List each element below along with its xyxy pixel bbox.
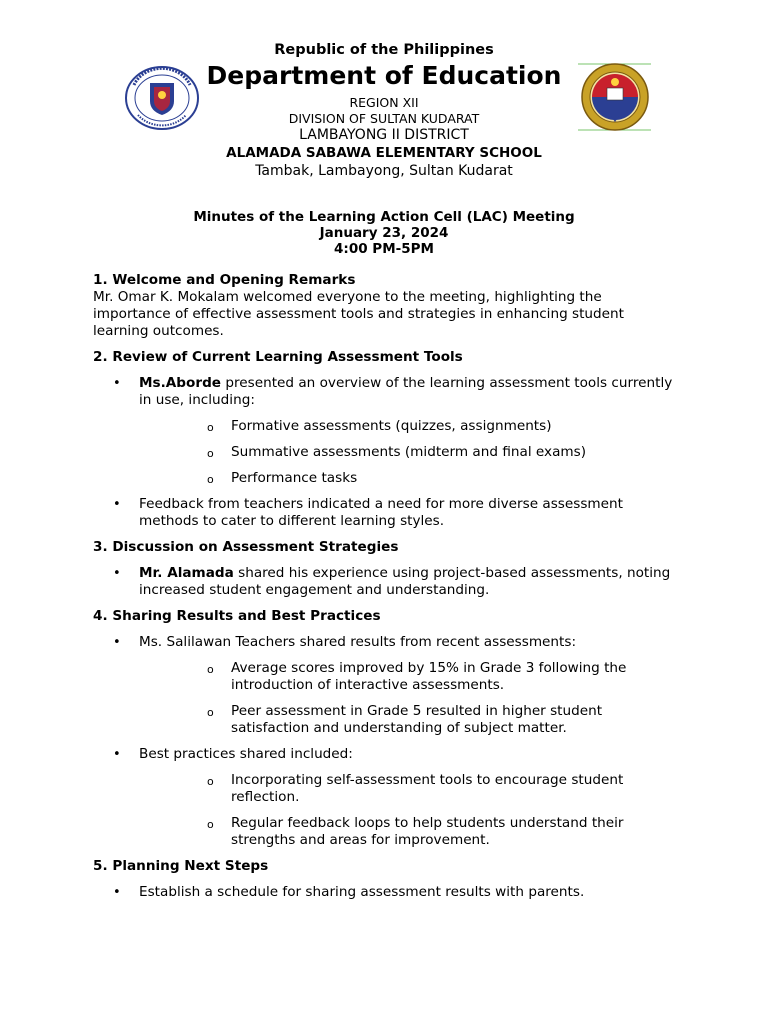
sub-list-item: [139, 470, 683, 487]
sub-item-text: Peer assessment in Grade 5 resulted in higher student satisfaction and understanding of subject matter.: [231, 703, 603, 736]
district-line: LAMBAYONG II DISTRICT: [299, 127, 469, 143]
meeting-time: 4:00 PM-5PM: [334, 241, 434, 257]
speaker-name: Ms.Aborde: [139, 375, 222, 391]
sub-list-item: [139, 444, 683, 461]
list-item-text: Feedback from teachers indicated a need for more diverse assessment methods to cater to different learning styles.: [139, 496, 623, 529]
school-name: ALAMADA SABAWA ELEMENTARY SCHOOL: [226, 145, 542, 161]
list-item-text: shared his experience using project-based assessments, noting increased student engagement and understanding.: [139, 565, 671, 598]
sub-item-text: Formative assessments (quizzes, assignments): [231, 418, 552, 434]
circle-bullet-icon: o: [207, 706, 214, 719]
circle-bullet-icon: o: [207, 818, 214, 831]
title-line: Minutes of the Learning Action Cell (LAC) Meeting: [193, 209, 575, 225]
bullet-list: [93, 884, 683, 901]
school-address: Tambak, Lambayong, Sultan Kudarat: [255, 163, 513, 179]
sub-item-text: Regular feedback loops to help students understand their strengths and areas for improvement.: [231, 815, 624, 848]
section-heading: 4. Sharing Results and Best Practices: [93, 608, 381, 624]
list-item: [93, 565, 683, 599]
sub-list-item: [139, 815, 683, 849]
bullet-list: [93, 634, 683, 849]
list-item: [93, 634, 683, 737]
sub-list: [139, 772, 683, 849]
sub-list: [139, 660, 683, 737]
sub-item-text: Average scores improved by 15% in Grade 3 following the introduction of interactive assessments.: [231, 660, 627, 693]
region-line: REGION XII: [349, 95, 419, 110]
sub-list-item: [139, 772, 683, 806]
sub-list: [139, 418, 683, 487]
list-item: [93, 375, 683, 487]
letterhead: [0, 42, 768, 181]
division-line: DIVISION OF SULTAN KUDARAT: [288, 111, 480, 126]
bullet-icon: •: [113, 885, 121, 900]
sub-item-text: Incorporating self-assessment tools to encourage student reflection.: [231, 772, 624, 805]
republic-line: Republic of the Philippines: [274, 42, 494, 58]
bullet-list: [93, 565, 683, 599]
minutes-body: [93, 272, 683, 901]
circle-bullet-icon: o: [207, 663, 214, 676]
circle-bullet-icon: o: [207, 473, 214, 486]
list-item-text: presented an overview of the learning assessment tools currently in use, including:: [139, 375, 673, 408]
sub-item-text: Summative assessments (midterm and final exams): [231, 444, 587, 460]
speaker-name: Mr. Alamada: [139, 565, 234, 581]
department-name: Department of Education: [206, 61, 562, 90]
circle-bullet-icon: o: [207, 775, 214, 788]
bullet-icon: •: [113, 566, 121, 581]
bullet-icon: •: [113, 497, 121, 512]
list-item-text: Best practices shared included:: [139, 746, 353, 762]
list-item-text: Ms. Salilawan Teachers shared results from recent assessments:: [139, 634, 577, 650]
sub-list-item: [139, 418, 683, 435]
section-heading: 2. Review of Current Learning Assessment Tools: [93, 349, 463, 365]
section-heading: 3. Discussion on Assessment Strategies: [93, 539, 399, 555]
section-paragraph: Mr. Omar K. Mokalam welcomed everyone to the meeting, highlighting the importance of effective assessment tools and strategies in enhancing student learning outcomes.: [93, 289, 624, 339]
bullet-icon: •: [113, 376, 121, 391]
sub-list-item: [139, 660, 683, 694]
meeting-date: January 23, 2024: [319, 225, 449, 241]
bullet-icon: •: [113, 635, 121, 650]
circle-bullet-icon: o: [207, 421, 214, 434]
list-item: [93, 884, 683, 901]
section-heading: 5. Planning Next Steps: [93, 858, 269, 874]
minutes-title: [0, 209, 768, 257]
bullet-icon: •: [113, 747, 121, 762]
section-heading: 1. Welcome and Opening Remarks: [93, 272, 356, 288]
bullet-list: [93, 375, 683, 530]
list-item-text: Establish a schedule for sharing assessment results with parents.: [139, 884, 585, 900]
sub-item-text: Performance tasks: [231, 470, 358, 486]
list-item: [93, 746, 683, 849]
circle-bullet-icon: o: [207, 447, 214, 460]
list-item: [93, 496, 683, 530]
sub-list-item: [139, 703, 683, 737]
